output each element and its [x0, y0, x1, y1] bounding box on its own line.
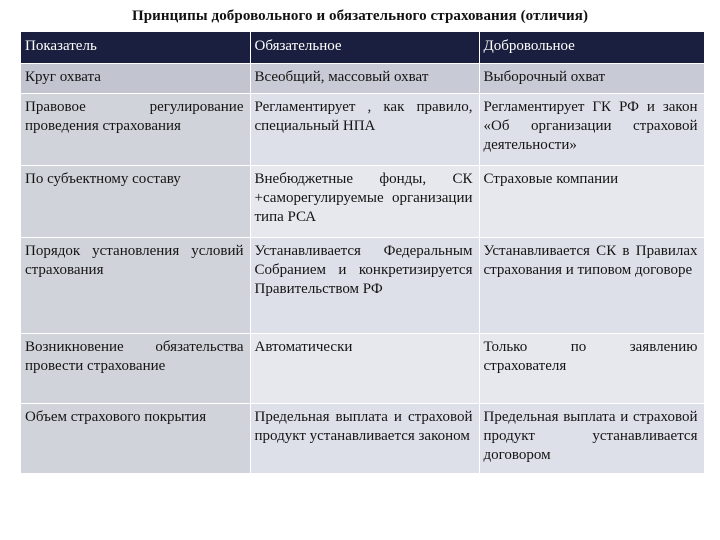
row-mandatory: Регламентирует , как правило, специальный НПА — [250, 94, 479, 166]
table-row — [21, 334, 704, 404]
row-mandatory: Внебюджетные фонды, СК +саморегулируемые организации типа РСА — [250, 166, 479, 238]
table-row — [21, 94, 704, 166]
page-title: Принципы добровольного и обязательного страхования (отличия) — [131, 8, 589, 24]
comparison-table — [21, 32, 705, 474]
row-indicator: Возникновение обязательства провести страхование — [21, 334, 250, 404]
row-voluntary: Только по заявлению страхователя — [479, 334, 704, 404]
header-row — [21, 32, 704, 64]
header-mandatory: Обязательное — [250, 32, 479, 64]
row-mandatory: Предельная выплата и страховой продукт устанавливается законом — [250, 404, 479, 474]
header-indicator: Показатель — [21, 32, 250, 64]
table-row — [21, 238, 704, 334]
row-mandatory: Всеобщий, массовый охват — [250, 64, 479, 94]
row-voluntary: Устанавливается СК в Правилах страхования и типовом договоре — [479, 238, 704, 334]
row-indicator: Правовое регулирование проведения страхования — [21, 94, 250, 166]
row-indicator: Круг охвата — [21, 64, 250, 94]
row-voluntary: Регламентирует ГК РФ и закон «Об организации страховой деятельности» — [479, 94, 704, 166]
row-mandatory: Автоматически — [250, 334, 479, 404]
table-row — [21, 64, 704, 94]
row-indicator: Порядок установления условий страхования — [21, 238, 250, 334]
row-voluntary: Предельная выплата и страховой продукт устанавливается договором — [479, 404, 704, 474]
table-header — [21, 32, 704, 64]
row-voluntary: Страховые компании — [479, 166, 704, 238]
row-indicator: Объем страхового покрытия — [21, 404, 250, 474]
row-indicator: По субъектному составу — [21, 166, 250, 238]
row-mandatory: Устанавливается Федеральным Собранием и конкретизируется Правительством РФ — [250, 238, 479, 334]
header-voluntary: Добровольное — [479, 32, 704, 64]
row-voluntary: Выборочный охват — [479, 64, 704, 94]
table-row — [21, 404, 704, 474]
table-body — [21, 64, 704, 474]
table-row — [21, 166, 704, 238]
